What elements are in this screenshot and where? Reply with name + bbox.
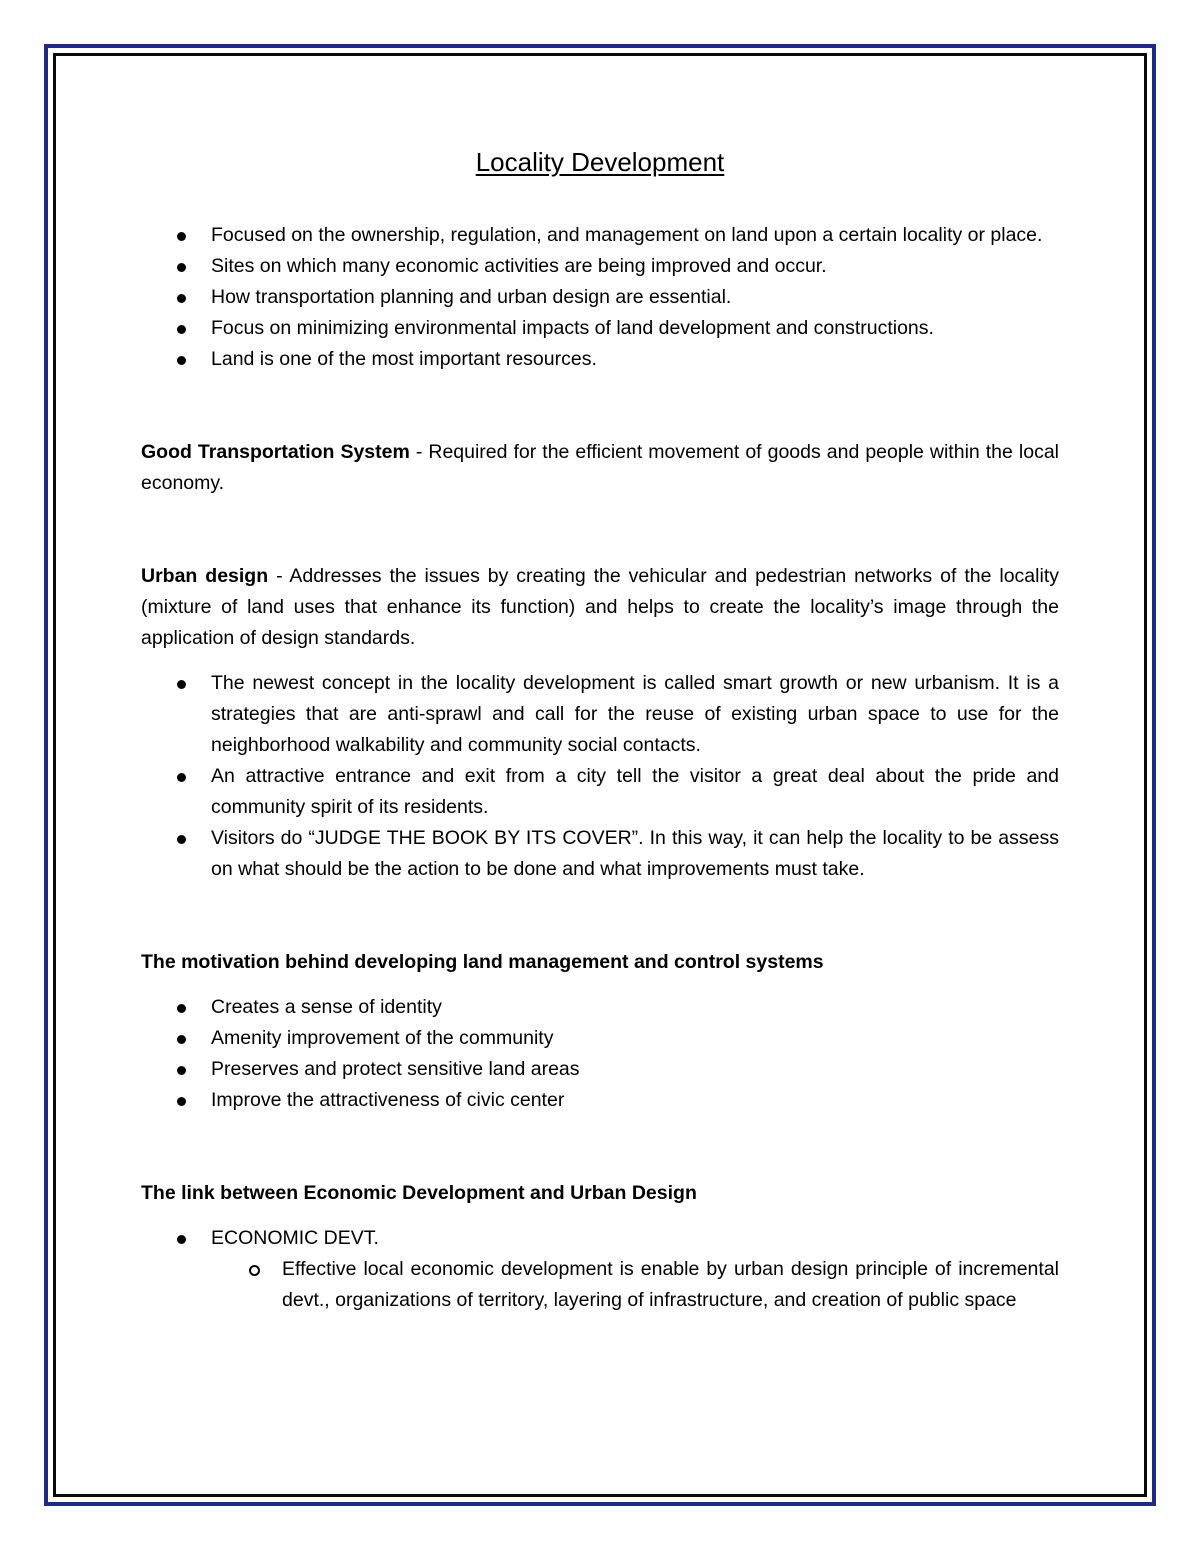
transport-paragraph bbox=[141, 437, 1059, 499]
document-body bbox=[141, 140, 1059, 1316]
urban-design-term: Urban design bbox=[141, 565, 269, 587]
list-item: The newest concept in the locality development is called smart growth or new urbanism. It is a strategies that are anti-sprawl and call for the reuse of existing urban space to use for the neighborhood walkability and community social contacts. bbox=[211, 668, 1059, 761]
list-item: Land is one of the most important resources. bbox=[211, 344, 1059, 375]
transport-term: Good Transportation System bbox=[141, 441, 410, 463]
sub-list-item: Effective local economic development is enable by urban design principle of incremental devt., organizations of territory, layering of infrastructure, and creation of public space bbox=[282, 1254, 1059, 1316]
intro-list bbox=[141, 220, 1059, 375]
list-item: How transportation planning and urban design are essential. bbox=[211, 282, 1059, 313]
link-heading: The link between Economic Development and Urban Design bbox=[141, 1182, 697, 1204]
page-title: Locality Development bbox=[475, 147, 725, 177]
urban-design-list bbox=[141, 668, 1059, 885]
economic-devt-sublist bbox=[211, 1254, 1059, 1316]
list-item: Visitors do “JUDGE THE BOOK BY ITS COVER”. In this way, it can help the locality to be assess on what should be the action to be done and what improvements must take. bbox=[211, 823, 1059, 885]
economic-devt-label: ECONOMIC DEVT. bbox=[211, 1227, 379, 1249]
list-item: Preserves and protect sensitive land areas bbox=[211, 1054, 1059, 1085]
transport-definition: - Required for the efficient movement of goods and people within the local economy. bbox=[141, 441, 1059, 494]
link-list bbox=[141, 1223, 1059, 1316]
list-item: Amenity improvement of the community bbox=[211, 1023, 1059, 1054]
list-item: Focus on minimizing environmental impacts of land development and constructions. bbox=[211, 313, 1059, 344]
list-item: Focused on the ownership, regulation, and management on land upon a certain locality or place. bbox=[211, 220, 1059, 251]
list-item: Creates a sense of identity bbox=[211, 992, 1059, 1023]
list-item bbox=[211, 1223, 1059, 1316]
urban-design-paragraph bbox=[141, 561, 1059, 654]
list-item: An attractive entrance and exit from a city tell the visitor a great deal about the pride and community spirit of its residents. bbox=[211, 761, 1059, 823]
motivation-heading: The motivation behind developing land management and control systems bbox=[141, 951, 824, 973]
list-item: Sites on which many economic activities are being improved and occur. bbox=[211, 251, 1059, 282]
urban-design-definition: - Addresses the issues by creating the vehicular and pedestrian networks of the locality (mixture of land uses that enhance its function) and helps to create the locality’s image through the application of design standards. bbox=[141, 565, 1059, 649]
list-item: Improve the attractiveness of civic center bbox=[211, 1085, 1059, 1116]
motivation-list bbox=[141, 992, 1059, 1116]
